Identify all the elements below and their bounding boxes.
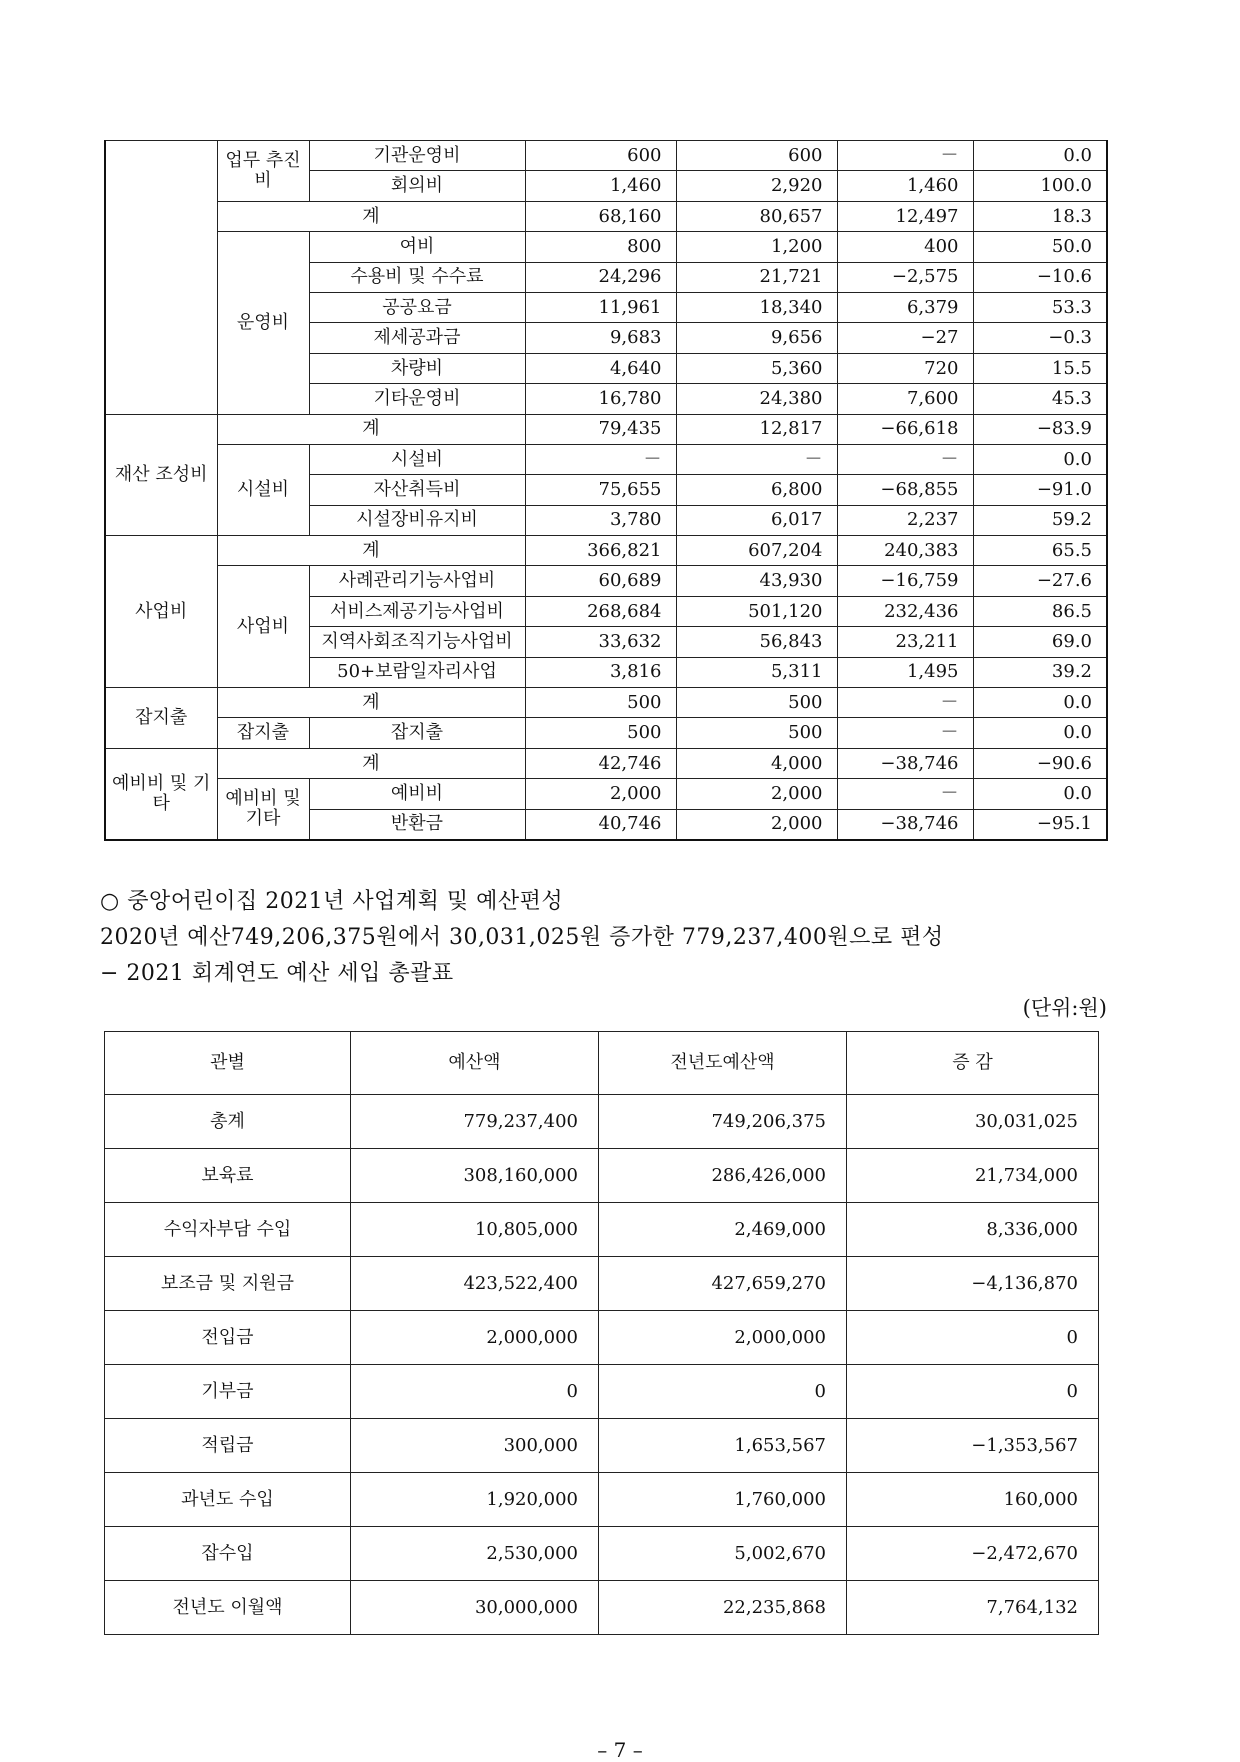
value-cell: 2,530,000 (351, 1527, 599, 1581)
column-header: 예산액 (351, 1032, 599, 1095)
value-cell: −1,353,567 (847, 1419, 1099, 1473)
item-cell: 예비비 (309, 779, 525, 809)
value-cell: 0 (847, 1311, 1099, 1365)
value-cell: 7,600 (837, 384, 973, 414)
item-cell: 서비스제공기능사업비 (309, 596, 525, 626)
item-cell: 회의비 (309, 171, 525, 201)
value-cell: −68,855 (837, 475, 973, 505)
value-cell: 56,843 (676, 627, 837, 657)
value-cell: 500 (525, 718, 676, 748)
subtotal-label: 계 (217, 748, 525, 778)
value-cell: 1,920,000 (351, 1473, 599, 1527)
value-cell: 2,920 (676, 171, 837, 201)
value-cell: 60,689 (525, 566, 676, 596)
section-heading: ○ 중앙어린이집 2021년 사업계획 및 예산편성 (100, 889, 564, 914)
value-cell: 1,760,000 (599, 1473, 847, 1527)
item-cell: 반환금 (309, 809, 525, 840)
value-cell: −83.9 (973, 414, 1107, 444)
table-row (105, 1149, 1099, 1203)
value-cell: −16,759 (837, 566, 973, 596)
subtotal-label: 계 (217, 536, 525, 566)
value-cell: 4,640 (525, 353, 676, 383)
budget-summary: 2020년 예산749,206,375원에서 30,031,025원 증가한 779,237,400원으로 편성 (100, 925, 944, 950)
column-header: 관별 (105, 1032, 351, 1095)
value-cell: － (837, 141, 973, 171)
value-cell: −10.6 (973, 262, 1107, 292)
table-row (105, 779, 1107, 809)
value-cell: 50.0 (973, 232, 1107, 262)
value-cell: 24,380 (676, 384, 837, 414)
value-cell: 268,684 (525, 596, 676, 626)
value-cell: 79,435 (525, 414, 676, 444)
table-row (105, 1311, 1099, 1365)
table-row (105, 1473, 1099, 1527)
value-cell: 1,495 (837, 657, 973, 687)
value-cell: 0.0 (973, 718, 1107, 748)
value-cell: 600 (676, 141, 837, 171)
item-cell: 차량비 (309, 353, 525, 383)
value-cell: 43,930 (676, 566, 837, 596)
value-cell: −0.3 (973, 323, 1107, 353)
page-number: – 7 – (597, 1738, 643, 1762)
value-cell: 2,469,000 (599, 1203, 847, 1257)
table-row (105, 1527, 1099, 1581)
subcategory-cell: 예비비 및 기타 (217, 779, 309, 840)
value-cell: 2,237 (837, 505, 973, 535)
subcategory-cell: 시설비 (217, 444, 309, 535)
value-cell: 15.5 (973, 353, 1107, 383)
item-cell: 자산취득비 (309, 475, 525, 505)
value-cell: 800 (525, 232, 676, 262)
value-cell: － (837, 779, 973, 809)
table-row (105, 1419, 1099, 1473)
value-cell: 3,816 (525, 657, 676, 687)
value-cell: 160,000 (847, 1473, 1099, 1527)
value-cell: 12,497 (837, 201, 973, 231)
value-cell: 0 (351, 1365, 599, 1419)
table-row (105, 566, 1107, 596)
value-cell: 749,206,375 (599, 1095, 847, 1149)
value-cell: 65.5 (973, 536, 1107, 566)
value-cell: 400 (837, 232, 973, 262)
value-cell: 1,653,567 (599, 1419, 847, 1473)
table-row (105, 141, 1107, 171)
value-cell: 6,017 (676, 505, 837, 535)
table-row (105, 414, 1107, 444)
value-cell: 427,659,270 (599, 1257, 847, 1311)
row-label: 보조금 및 지원금 (105, 1257, 351, 1311)
row-label: 수익자부담 수입 (105, 1203, 351, 1257)
table-row (105, 688, 1107, 718)
value-cell: −95.1 (973, 809, 1107, 840)
value-cell: 21,734,000 (847, 1149, 1099, 1203)
table-row (105, 1365, 1099, 1419)
value-cell: 2,000 (525, 779, 676, 809)
value-cell: 18,340 (676, 292, 837, 322)
revenue-summary-table (104, 1031, 1099, 1635)
value-cell: 22,235,868 (599, 1581, 847, 1635)
value-cell: 5,002,670 (599, 1527, 847, 1581)
subcategory-cell: 사업비 (217, 566, 309, 688)
unit-label: (단위:원) (1022, 996, 1107, 1020)
table-row (105, 444, 1107, 474)
value-cell: 16,780 (525, 384, 676, 414)
column-header: 전년도예산액 (599, 1032, 847, 1095)
value-cell: 300,000 (351, 1419, 599, 1473)
value-cell: 2,000,000 (599, 1311, 847, 1365)
row-label: 총계 (105, 1095, 351, 1149)
table-header-row (105, 1032, 1099, 1095)
value-cell: 0.0 (973, 444, 1107, 474)
column-header: 증 감 (847, 1032, 1099, 1095)
item-cell: 시설장비유지비 (309, 505, 525, 535)
table-row (105, 718, 1107, 748)
value-cell: － (837, 688, 973, 718)
category-cell (105, 141, 217, 415)
category-cell: 사업비 (105, 536, 217, 688)
value-cell: 779,237,400 (351, 1095, 599, 1149)
value-cell: 308,160,000 (351, 1149, 599, 1203)
subtotal-label: 계 (217, 201, 525, 231)
value-cell: 423,522,400 (351, 1257, 599, 1311)
value-cell: 30,000,000 (351, 1581, 599, 1635)
value-cell: 53.3 (973, 292, 1107, 322)
value-cell: −91.0 (973, 475, 1107, 505)
row-label: 잡수입 (105, 1527, 351, 1581)
table-row (105, 1257, 1099, 1311)
value-cell: 100.0 (973, 171, 1107, 201)
value-cell: 607,204 (676, 536, 837, 566)
row-label: 기부금 (105, 1365, 351, 1419)
value-cell: 9,683 (525, 323, 676, 353)
value-cell: 10,805,000 (351, 1203, 599, 1257)
row-label: 보육료 (105, 1149, 351, 1203)
category-cell: 재산 조성비 (105, 414, 217, 536)
value-cell: 39.2 (973, 657, 1107, 687)
row-label: 적립금 (105, 1419, 351, 1473)
value-cell: 366,821 (525, 536, 676, 566)
value-cell: 0.0 (973, 779, 1107, 809)
value-cell: −4,136,870 (847, 1257, 1099, 1311)
value-cell: 7,764,132 (847, 1581, 1099, 1635)
value-cell: － (676, 444, 837, 474)
value-cell: 33,632 (525, 627, 676, 657)
value-cell: 86.5 (973, 596, 1107, 626)
value-cell: 0 (599, 1365, 847, 1419)
value-cell: 5,311 (676, 657, 837, 687)
value-cell: 80,657 (676, 201, 837, 231)
value-cell: 21,721 (676, 262, 837, 292)
value-cell: 3,780 (525, 505, 676, 535)
table-row (105, 1203, 1099, 1257)
value-cell: 1,460 (837, 171, 973, 201)
value-cell: −2,472,670 (847, 1527, 1099, 1581)
row-label: 과년도 수입 (105, 1473, 351, 1527)
value-cell: 75,655 (525, 475, 676, 505)
table-row (105, 1095, 1099, 1149)
value-cell: 232,436 (837, 596, 973, 626)
value-cell: 42,746 (525, 748, 676, 778)
value-cell: 501,120 (676, 596, 837, 626)
value-cell: 23,211 (837, 627, 973, 657)
value-cell: 0 (847, 1365, 1099, 1419)
subtotal-label: 계 (217, 414, 525, 444)
item-cell: 50+보람일자리사업 (309, 657, 525, 687)
value-cell: 30,031,025 (847, 1095, 1099, 1149)
value-cell: 5,360 (676, 353, 837, 383)
value-cell: 69.0 (973, 627, 1107, 657)
value-cell: 1,460 (525, 171, 676, 201)
value-cell: 4,000 (676, 748, 837, 778)
value-cell: 18.3 (973, 201, 1107, 231)
value-cell: 68,160 (525, 201, 676, 231)
value-cell: 2,000 (676, 779, 837, 809)
value-cell: 12,817 (676, 414, 837, 444)
item-cell: 지역사회조직기능사업비 (309, 627, 525, 657)
subtotal-label: 계 (217, 688, 525, 718)
item-cell: 기관운영비 (309, 141, 525, 171)
value-cell: 500 (676, 688, 837, 718)
value-cell: 2,000,000 (351, 1311, 599, 1365)
subcategory-cell: 잡지출 (217, 718, 309, 748)
item-cell: 잡지출 (309, 718, 525, 748)
value-cell: −38,746 (837, 809, 973, 840)
item-cell: 기타운영비 (309, 384, 525, 414)
row-label: 전년도 이월액 (105, 1581, 351, 1635)
value-cell: −66,618 (837, 414, 973, 444)
value-cell: −90.6 (973, 748, 1107, 778)
value-cell: 2,000 (676, 809, 837, 840)
value-cell: 600 (525, 141, 676, 171)
value-cell: 6,800 (676, 475, 837, 505)
value-cell: 1,200 (676, 232, 837, 262)
value-cell: 40,746 (525, 809, 676, 840)
item-cell: 제세공과금 (309, 323, 525, 353)
item-cell: 공공요금 (309, 292, 525, 322)
item-cell: 여비 (309, 232, 525, 262)
item-cell: 시설비 (309, 444, 525, 474)
table-row (105, 748, 1107, 778)
value-cell: 59.2 (973, 505, 1107, 535)
value-cell: 500 (676, 718, 837, 748)
value-cell: 0.0 (973, 141, 1107, 171)
value-cell: 500 (525, 688, 676, 718)
table-row (105, 232, 1107, 262)
value-cell: 720 (837, 353, 973, 383)
subcategory-cell: 업무 추진비 (217, 141, 309, 202)
value-cell: 11,961 (525, 292, 676, 322)
category-cell: 예비비 및 기타 (105, 748, 217, 840)
item-cell: 수용비 및 수수료 (309, 262, 525, 292)
table-row (105, 201, 1107, 231)
table-caption: − 2021 회계연도 예산 세입 총괄표 (100, 961, 454, 986)
value-cell: 6,379 (837, 292, 973, 322)
value-cell: −27.6 (973, 566, 1107, 596)
value-cell: −27 (837, 323, 973, 353)
value-cell: － (525, 444, 676, 474)
item-cell: 사례관리기능사업비 (309, 566, 525, 596)
category-cell: 잡지출 (105, 688, 217, 749)
value-cell: － (837, 718, 973, 748)
value-cell: 24,296 (525, 262, 676, 292)
value-cell: 240,383 (837, 536, 973, 566)
value-cell: 0.0 (973, 688, 1107, 718)
subcategory-cell: 운영비 (217, 232, 309, 414)
value-cell: 286,426,000 (599, 1149, 847, 1203)
value-cell: −38,746 (837, 748, 973, 778)
value-cell: 45.3 (973, 384, 1107, 414)
table-row (105, 536, 1107, 566)
row-label: 전입금 (105, 1311, 351, 1365)
table-row (105, 1581, 1099, 1635)
value-cell: 9,656 (676, 323, 837, 353)
expense-table (104, 140, 1108, 841)
value-cell: −2,575 (837, 262, 973, 292)
value-cell: － (837, 444, 973, 474)
value-cell: 8,336,000 (847, 1203, 1099, 1257)
